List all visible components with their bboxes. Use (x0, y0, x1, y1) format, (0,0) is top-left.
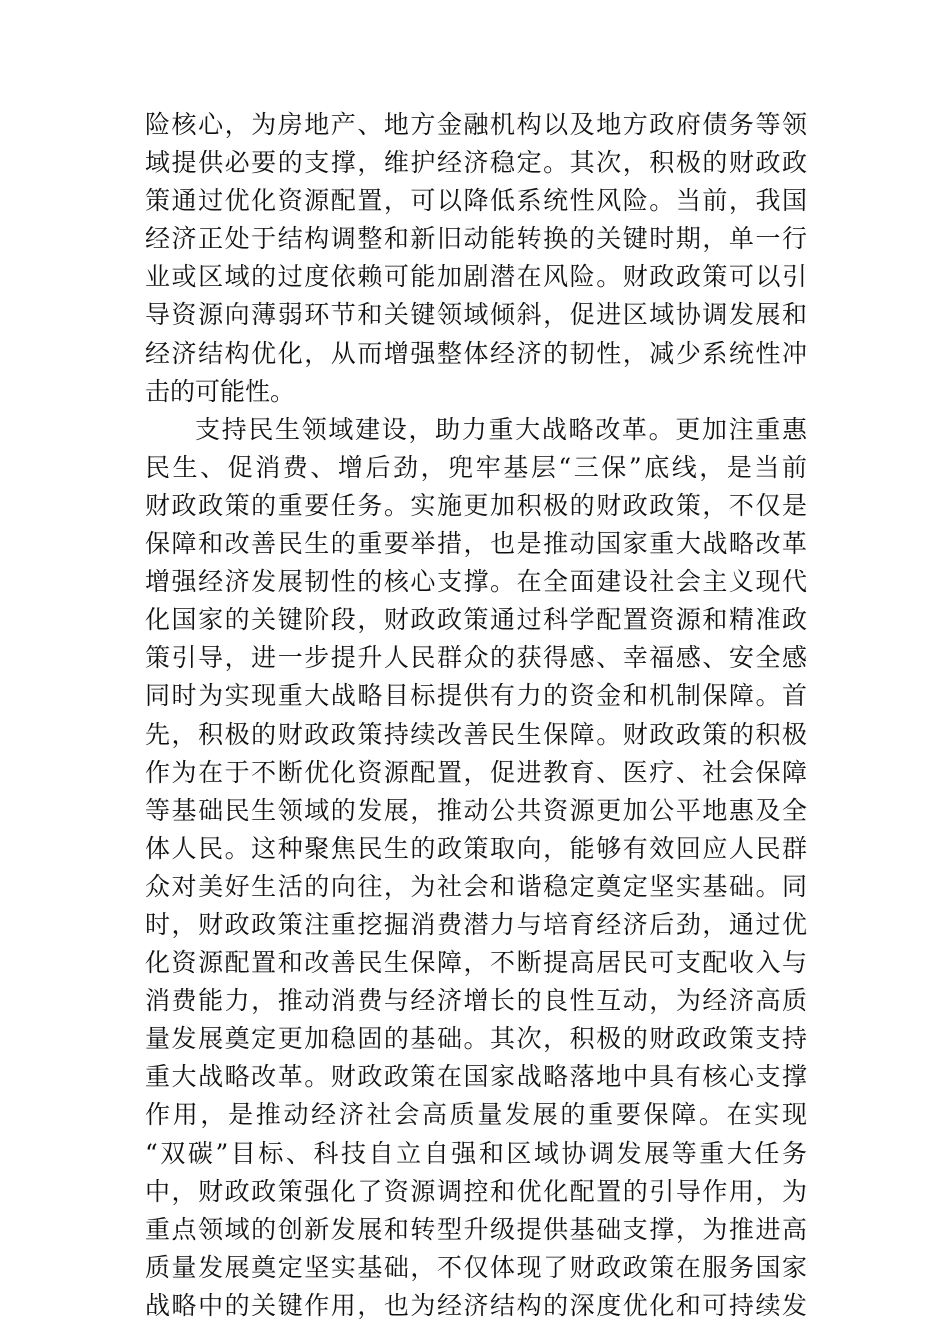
text-line-25: 量发展奠定更加稳固的基础。其次，积极的财政政策支持 (145, 1024, 807, 1054)
text-line-22: 时，财政政策注重挖掘消费潜力与培育经济后劲，通过优 (145, 909, 807, 939)
text-line-4: 经济正处于结构调整和新旧动能转换的关键时期，单一行 (145, 224, 807, 254)
text-line-27: 作用，是推动经济社会高质量发展的重要保障。在实现 (145, 1100, 807, 1130)
text-line-26: 重大战略改革。财政政策在国家战略落地中具有核心支撑 (145, 1062, 807, 1092)
text-line-7: 经济结构优化，从而增强整体经济的韧性，减少系统性冲 (145, 338, 807, 368)
text-line-15: 策引导，进一步提升人民群众的获得感、幸福感、安全感 (145, 643, 807, 673)
document-body (145, 106, 807, 1325)
text-line-13: 增强经济发展韧性的核心支撑。在全面建设社会主义现代 (145, 567, 807, 597)
text-line-10: 民生、促消费、增后劲，兜牢基层“三保”底线，是当前 (145, 452, 807, 482)
text-line-12: 保障和改善民生的重要举措，也是推动国家重大战略改革 (145, 529, 807, 559)
text-line-32: 战略中的关键作用，也为经济结构的深度优化和可持续发 (145, 1290, 807, 1320)
text-line-17: 先，积极的财政政策持续改善民生保障。财政政策的积极 (145, 719, 807, 749)
text-line-21: 众对美好生活的向往，为社会和谐稳定奠定坚实基础。同 (145, 871, 807, 901)
text-line-1: 险核心，为房地产、地方金融机构以及地方政府债务等领 (145, 110, 807, 139)
text-line-3: 策通过优化资源配置，可以降低系统性风险。当前，我国 (145, 186, 807, 216)
text-line-16: 同时为实现重大战略目标提供有力的资金和机制保障。首 (145, 681, 807, 711)
text-line-20: 体人民。这种聚焦民生的政策取向，能够有效回应人民群 (145, 833, 807, 863)
text-line-29: 中，财政政策强化了资源调控和优化配置的引导作用，为 (145, 1176, 807, 1206)
text-line-2: 域提供必要的支撑，维护经济稳定。其次，积极的财政政 (145, 148, 807, 178)
text-line-28: “双碳”目标、科技自立自强和区域协调发展等重大任务 (145, 1138, 807, 1168)
text-line-31: 质量发展奠定坚实基础，不仅体现了财政政策在服务国家 (145, 1252, 807, 1282)
text-line-11: 财政政策的重要任务。实施更加积极的财政政策，不仅是 (145, 490, 807, 520)
text-line-5: 业或区域的过度依赖可能加剧潜在风险。财政政策可以引 (145, 262, 807, 292)
paragraph-heading-line: 支持民生领域建设，助力重大战略改革。更加注重惠 (195, 414, 807, 444)
text-line-30: 重点领域的创新发展和转型升级提供基础支撑，为推进高 (145, 1214, 807, 1244)
text-line-14: 化国家的关键阶段，财政政策通过科学配置资源和精准政 (145, 605, 807, 635)
text-line-8: 击的可能性。 (145, 376, 296, 406)
text-line-18: 作为在于不断优化资源配置，促进教育、医疗、社会保障 (145, 757, 807, 787)
text-line-6: 导资源向薄弱环节和关键领域倾斜，促进区域协调发展和 (145, 300, 807, 330)
text-line-23: 化资源配置和改善民生保障，不断提高居民可支配收入与 (145, 948, 807, 978)
text-line-19: 等基础民生领域的发展，推动公共资源更加公平地惠及全 (145, 795, 807, 825)
text-line-24: 消费能力，推动消费与经济增长的良性互动，为经济高质 (145, 986, 807, 1016)
